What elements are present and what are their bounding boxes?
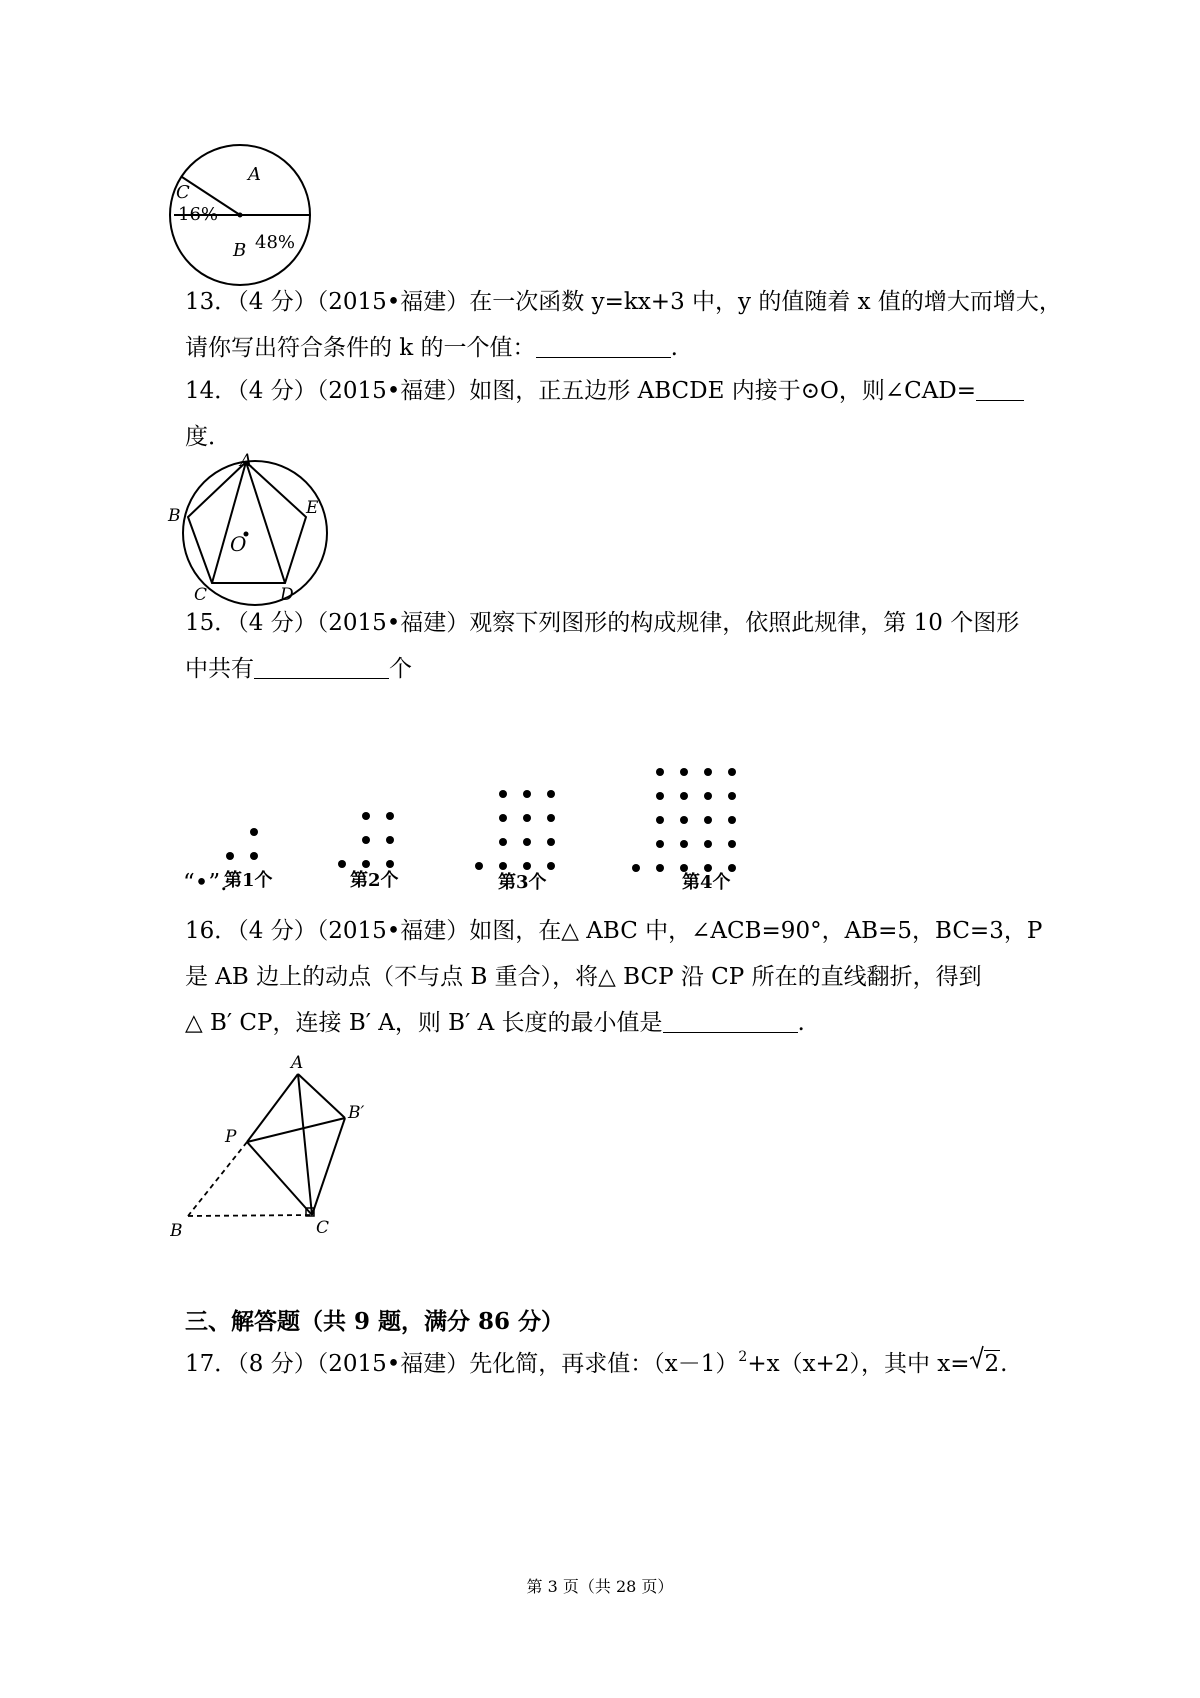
pattern-2-dot: [362, 836, 370, 844]
pentagon-label-c: C: [194, 585, 208, 605]
pattern-3-dot: [499, 838, 507, 846]
pie-label-a: A: [248, 164, 261, 185]
q13-line1: 13．（4 分）（2015•福建）在一次函数 y=kx+3 中，y 的值随着 x 值的增大而增大，: [185, 289, 1062, 315]
pattern-4-dot: [656, 864, 664, 872]
q16-line3-text: △ B′ CP，连接 B′ A，则 B′ A 长度的最小值是: [185, 1010, 663, 1036]
question-16: [185, 908, 1042, 1046]
pie-label-b: B: [233, 240, 247, 261]
segment-ac: [298, 1074, 312, 1215]
pentagon-label-o: O: [230, 532, 247, 556]
q15-answer-blank[interactable]: [254, 654, 389, 679]
q16-line1: 16．（4 分）（2015•福建）如图，在△ ABC 中，∠ACB=90°，AB=5，BC=3，P: [185, 918, 1043, 944]
q13-answer-blank[interactable]: [536, 333, 671, 358]
pattern-4-dot: [704, 792, 712, 800]
sqrt-radical-icon: [970, 1345, 984, 1369]
pattern-4-dot: [656, 816, 664, 824]
pattern-4-dot: [680, 840, 688, 848]
pattern-3-dot: [523, 790, 531, 798]
pentagon-figure: [160, 450, 350, 612]
pattern-4-dot: [656, 768, 664, 776]
pattern-4-dot: [656, 840, 664, 848]
pattern-3-dot: [547, 862, 555, 870]
pattern-4-dot: [704, 768, 712, 776]
pattern-4-dot: [632, 864, 640, 872]
sqrt-radicand: 2: [984, 1351, 1000, 1377]
q15-line2-suffix: 个: [389, 656, 412, 682]
pie-center-dot: [238, 213, 243, 218]
question-14: [185, 368, 1024, 460]
pattern-3-dot: [475, 862, 483, 870]
segment-pb-dashed: [188, 1142, 247, 1216]
pattern-2-dot: [386, 860, 394, 868]
pattern-1-dot: [226, 852, 234, 860]
q17-text2: +x（x+2），其中 x=: [747, 1351, 970, 1377]
q14-answer-blank[interactable]: [976, 376, 1024, 401]
q14-line1: [185, 368, 1024, 414]
pattern-2-dot: [362, 812, 370, 820]
q13-line2-text: 请你写出符合条件的 k 的一个值：: [185, 335, 536, 361]
pattern-label-4: 第4个: [682, 872, 731, 893]
pattern-4-dot: [656, 792, 664, 800]
q15-line2-prefix: 中共有: [185, 656, 254, 682]
pattern-4-dot: [704, 816, 712, 824]
pattern-3-dot: [547, 838, 555, 846]
pattern-2-dot: [386, 836, 394, 844]
q16-line2: 是 AB 边上的动点（不与点 B 重合），将△ BCP 沿 CP 所在的直线翻折，得到: [185, 964, 982, 990]
triangle-fold-figure: [170, 1052, 390, 1252]
page-footer: 第 3 页（共 28 页）: [526, 1577, 674, 1596]
pattern-label-1: 第1个: [224, 870, 273, 891]
sqrt-expression: [970, 1341, 1001, 1387]
pattern-2-dot: [362, 860, 370, 868]
q15-line3: “•”.: [183, 870, 228, 896]
pie-label-c: C: [176, 182, 190, 203]
pattern-3-dot: [547, 814, 555, 822]
pattern-3-dot: [499, 862, 507, 870]
q15-line2: [185, 646, 1019, 692]
pattern-label-2: 第2个: [350, 870, 399, 891]
segment-ac: [212, 462, 246, 583]
pentagon-label-e: E: [306, 498, 319, 518]
section-heading: 三、解答题（共 9 题，满分 86 分）: [185, 1308, 565, 1335]
q14-line2: 度．: [185, 424, 231, 450]
triangle-label-b-prime: B′: [348, 1103, 365, 1123]
triangle-label-a: A: [291, 1053, 304, 1073]
pattern-3-dot: [523, 862, 531, 870]
pattern-1-dot: [250, 828, 258, 836]
pattern-2-dot: [386, 812, 394, 820]
pattern-3-dot: [523, 814, 531, 822]
q16-answer-blank[interactable]: [663, 1008, 798, 1033]
triangle-label-p: P: [225, 1127, 237, 1147]
pattern-4-dot: [704, 840, 712, 848]
pattern-4-dot: [680, 816, 688, 824]
pattern-4-dot: [728, 792, 736, 800]
q17-text: 17．（8 分）（2015•福建）先化简，再求值：（x－1）: [185, 1351, 739, 1377]
pattern-4-dot: [680, 864, 688, 872]
pattern-4-dot: [704, 864, 712, 872]
pattern-4-dot: [728, 768, 736, 776]
pattern-3-dot: [499, 790, 507, 798]
q16-end: .: [797, 1010, 805, 1036]
pentagon-label-a: A: [240, 451, 253, 471]
pie-value-c: 16%: [178, 204, 219, 225]
segment-ab-prime: [298, 1074, 345, 1118]
pattern-label-3: 第3个: [498, 872, 547, 893]
question-15: [185, 600, 1019, 692]
triangle-label-c: C: [316, 1218, 330, 1238]
question-13: [185, 279, 1062, 371]
q13-line2: [185, 325, 1062, 371]
pie-chart-figure: [160, 140, 330, 300]
q13-end: .: [670, 335, 678, 361]
pattern-4-dot: [680, 792, 688, 800]
pie-value-b: 48%: [255, 232, 296, 253]
pattern-3-dot: [547, 790, 555, 798]
pattern-2-dot: [338, 860, 346, 868]
dot-patterns: [226, 768, 736, 872]
q17-end: .: [1000, 1351, 1008, 1377]
pattern-3-dot: [523, 838, 531, 846]
pattern-1-dot: [250, 852, 258, 860]
pentagon-label-d: D: [280, 585, 294, 605]
dot-pattern-figure: [220, 748, 840, 898]
segment-b-prime-c: [312, 1118, 345, 1215]
q17-exponent: 2: [738, 1349, 748, 1365]
pattern-4-dot: [728, 840, 736, 848]
pattern-4-dot: [728, 864, 736, 872]
question-17: [185, 1334, 1007, 1387]
pattern-3-dot: [499, 814, 507, 822]
pattern-4-dot: [728, 816, 736, 824]
q16-line3: [185, 1000, 1042, 1046]
triangle-label-b: B: [170, 1221, 183, 1241]
q14-line1-text: 14．（4 分）（2015•福建）如图，正五边形 ABCDE 内接于⊙O，则∠CAD=: [185, 378, 977, 404]
pentagon-label-b: B: [168, 506, 181, 526]
q15-line1: 15．（4 分）（2015•福建）观察下列图形的构成规律，依照此规律，第 10 个图形: [185, 610, 1020, 636]
pattern-4-dot: [680, 768, 688, 776]
segment-pc: [247, 1142, 312, 1215]
segment-bc-dashed: [188, 1215, 312, 1216]
